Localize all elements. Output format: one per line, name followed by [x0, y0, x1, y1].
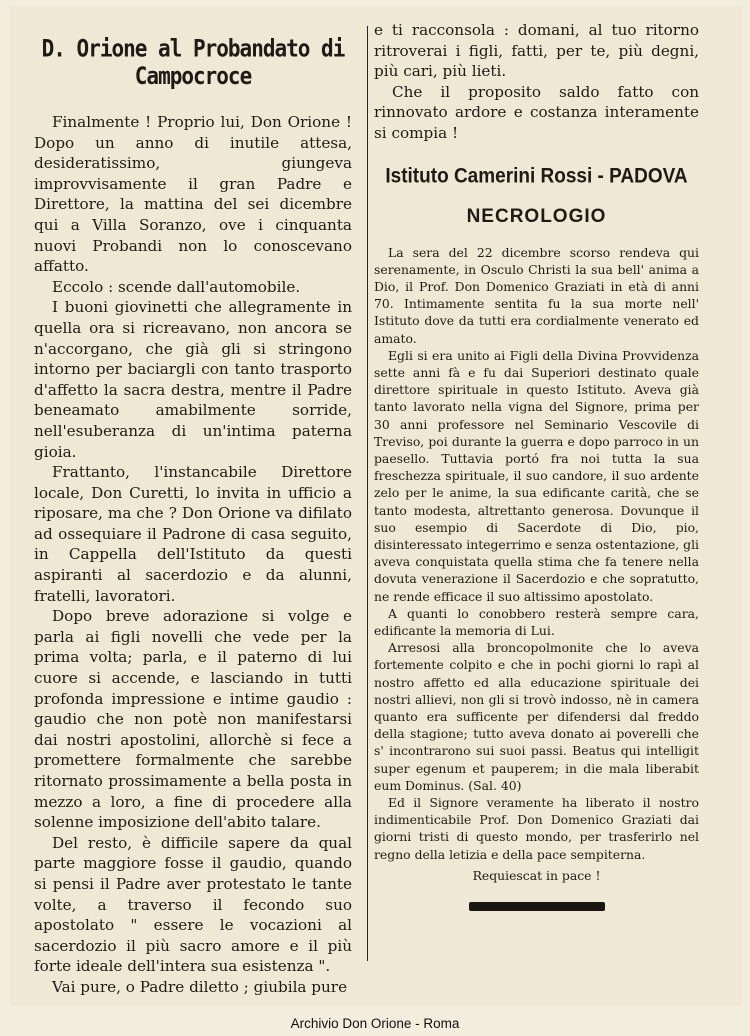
article-continuation — [374, 20, 699, 144]
paragraph: I buoni giovinetti che allegramente in quella ora si ricreavano, non ancora se n'accorgano, che già gli si stringono intorno per baciargli con tanto trasporto d'affetto la sacra destra, mentre il Padre beneamato amabilmente sorride, nell'esuberanza di un'intima paterna gioia. — [34, 298, 352, 461]
article-title: D. Orione al Probandato di Campocroce — [41, 34, 345, 90]
section-title: NECROLOGIO — [466, 205, 607, 227]
left-column — [34, 34, 352, 998]
closing-line: Requiescat in pace ! — [472, 867, 601, 883]
paragraph: La sera del 22 dicembre scorso rendeva qui serenamente, in Osculo Christi la sua bell' anima a Dio, il Prof. Don Domenico Graziati in età di anni 70. Intimamente sentita fu la sua morte nell' Istituto dove da tutti era cordialmente venerato ed amato. — [374, 244, 699, 346]
paragraph: Dopo breve adorazione si volge e parla ai figli novelli che vede per la prima volta; parla, e il paterno di lui cuore si accende, e lasciando in tutti profonda impressione e intime gaudio : gaudio che non potè non manifestarsi dai nostri apostolini, allorchè si fece a promettere formalmente che sarebbe ritornato prossimamente a bella posta in mezzo a loro, a fine di procedere alla solenne imposizione dell'abito talare. — [34, 607, 352, 832]
archive-footer: Archivio Don Orione - Roma — [290, 1016, 460, 1031]
obituary-body — [374, 244, 699, 885]
paragraph: Finalmente ! Proprio lui, Don Orione ! Dopo un anno di inutile attesa, desideratissimo, giungeva improvvisamente il gran Padre e Direttore, la mattina del sei dicembre qui a Villa Soranzo, ove i cinquanta nuovi Probandi non lo conoscevano affatto. — [34, 113, 352, 276]
right-column — [374, 20, 699, 911]
column-divider — [367, 26, 368, 961]
paragraph: Eccolo : scende dall'automobile. — [52, 277, 301, 296]
paragraph: Arresosi alla broncopolmonite che lo aveva fortemente colpito e che in pochi giorni lo rapì al nostro affetto ed alla educazione spirituale dei nostri allievi, non gli si trovò indosso, nè in camera quanto era sufficente per difendersi dal freddo della stagione; tutto aveva donato ai poverelli che s' incontrarono sui suoi passi. Beatus qui intelligit super egenum et pauperem; in die mala liberabit eum Dominus. (Sal. 40) — [374, 640, 699, 793]
paragraph: Frattanto, l'instancabile Direttore locale, Don Curetti, lo invita in ufficio a riposare, ma che ? Don Orione va difilato ad ossequiare il Padrone di casa seguito, in Cappella dell'Istituto da questi aspiranti al sacerdozio e da alunni, fratelli, lavoratori. — [34, 463, 352, 605]
paragraph: Del resto, è difficile sapere da qual parte maggiore fosse il gaudio, quando si pensi il Padre aver protestato le tante volte, a traverso il fecondo suo apostolato " essere le vocazioni al sacerdozio il più sacro amore e il più forte ideale dell'intera sua esistenza ". — [34, 833, 352, 976]
paragraph: e ti racconsola : domani, al tuo ritorno ritroverai i figli, fatti, per te, più degni, più cari, più lieti. — [374, 21, 699, 81]
article-body — [34, 112, 352, 998]
institute-title: Istituto Camerini Rossi - PADOVA — [385, 164, 688, 188]
paragraph: Che il proposito saldo fatto con rinnovato ardore e costanza interamente si compia ! — [374, 82, 699, 142]
paragraph: A quanti lo conobbero resterà sempre cara, edificante la memoria di Lui. — [374, 605, 699, 639]
paragraph: Ed il Signore veramente ha liberato il nostro indimenticabile Prof. Don Domenico Graziati dai giorni tristi di questo mondo, per trasferirlo nel regno della letizia e della pace sempiterna. — [374, 795, 699, 862]
paragraph: Egli si era unito ai Figli della Divina Provvidenza sette anni fà e fu dai Superiori destinato quale direttore spirituale in questo Istituto. Aveva già tanto lavorato nella vigna del Signore, prima per 30 anni professore nel Seminario Vescovile di Treviso, poi durante la guerra e dopo parroco in un paesello. Tuttavia portó fra noi tutta la sua freschezza spirituale, il suo candore, il suo ardente zelo per le anime, la sua edificante carità, che se tanto modesta, altrettanto generosa. Dovunque il suo esempio di Sacerdote di Dio, pio, disinteressato integerrimo e senza ostentazione, gli aveva conquistata quella stima che fa tenere nella dovuta venerazione il Sacerdozio e che sopratutto, ne rende efficace il suo altissimo apostolato. — [374, 347, 699, 604]
paragraph: Vai pure, o Padre diletto ; giubila pure — [52, 977, 348, 996]
document-page — [10, 6, 742, 1006]
decorative-bar — [469, 902, 605, 911]
